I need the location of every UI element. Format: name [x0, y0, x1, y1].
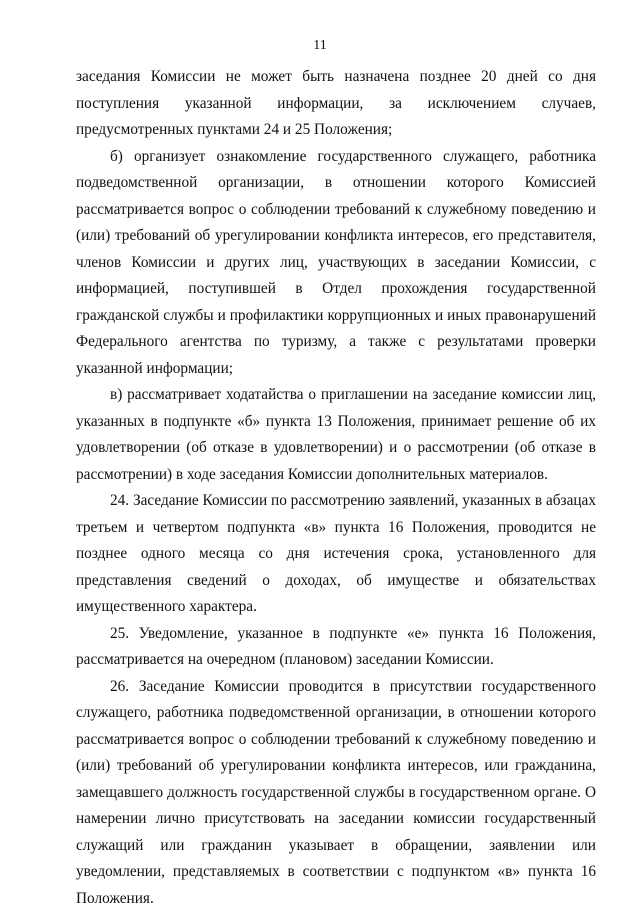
document-body [76, 64, 596, 912]
paragraph: 24. Заседание Комиссии по рассмотрению заявлений, указанных в абзацах третьем и четвертом подпункта «в» пункта 16 Положения, проводится не позднее одного месяца со дня истечения срока, установленного для представления сведений о доходах, об имуществе и обязательствах имущественного характера. [76, 488, 596, 621]
paragraph: 26. Заседание Комиссии проводится в присутствии государственного служащего, работника подведомственной организации, в отношении которого рассматривается вопрос о соблюдении требований к служебному поведению и (или) требований об урегулировании конфликта интересов, или гражданина, замещавшего должность государственной службы в государственном органе. О намерении лично присутствовать на заседании комиссии государственный служащий или гражданин указывает в обращении, заявлении или уведомлении, представляемых в соответствии с подпунктом «в» пункта 16 Положения. [76, 674, 596, 912]
page-number: 11 [0, 38, 640, 54]
paragraph: в) рассматривает ходатайства о приглашении на заседание комиссии лиц, указанных в подпункте «б» пункта 13 Положения, принимает решение об их удовлетворении (об отказе в удовлетворении) и о рассмотрении (об отказе в рассмотрении) в ходе заседания Комиссии дополнительных материалов. [76, 382, 596, 488]
paragraph: б) организует ознакомление государственного служащего, работника подведомственной организации, в отношении которого Комиссией рассматривается вопрос о соблюдении требований к служебному поведению и (или) требований об урегулировании конфликта интересов, его представителя, членов Комиссии и других лиц, участвующих в заседании Комиссии, с информацией, поступившей в Отдел прохождения государственной гражданской службы и профилактики коррупционных и иных правонарушений Федерального агентства по туризму, а также с результатами проверки указанной информации; [76, 144, 596, 383]
paragraph: 25. Уведомление, указанное в подпункте «е» пункта 16 Положения, рассматривается на очередном (плановом) заседании Комиссии. [76, 621, 596, 674]
paragraph: заседания Комиссии не может быть назначена позднее 20 дней со дня поступления указанной информации, за исключением случаев, предусмотренных пунктами 24 и 25 Положения; [76, 64, 596, 144]
